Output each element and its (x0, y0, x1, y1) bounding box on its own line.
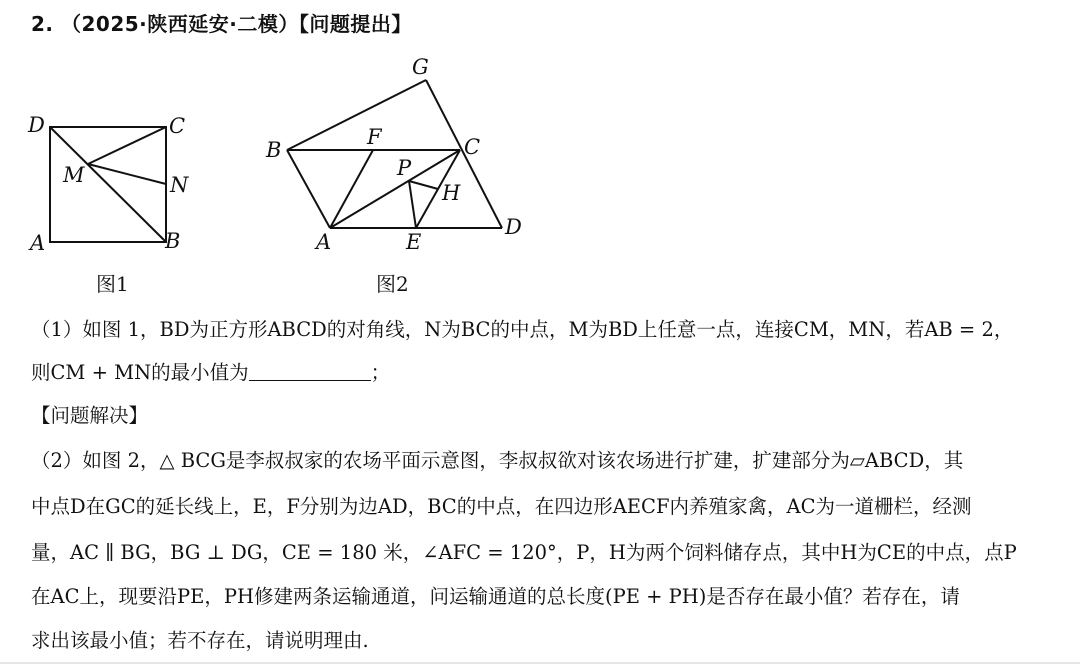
fig2-label-f: F (367, 125, 382, 149)
part2-line-1: （2）如图 2，△ BCG是李叔叔家的农场平面示意图，李叔叔欲对该农场进行扩建，扩建部分为▱ABCD，其 (31, 449, 964, 472)
segment-af (330, 150, 373, 228)
segment-pe (409, 181, 416, 228)
segment-bg (287, 80, 426, 150)
section-title-solution: 【问题解决】 (31, 404, 149, 427)
answer-blank[interactable] (249, 360, 371, 381)
fig1-label-a: A (30, 231, 46, 255)
fig2-label-c: C (464, 135, 481, 159)
problem-source: （2025·陕西延安·二模） (60, 12, 299, 36)
section-title-problem: 【问题提出】 (298, 12, 412, 36)
fig2-label-p: P (397, 156, 412, 180)
part2-line-4: 在AC上，现要沿PE，PH修建两条运输通道，问运输通道的总长度(PE + PH)是否存在最小值？若存在，请 (31, 585, 960, 608)
problem-number: 2. (31, 12, 54, 36)
segment-ph (409, 181, 438, 189)
part2-line-3: 量，AC ∥ BG，BG ⊥ DG，CE = 180 米，∠AFC = 120°，P，H为两个饲料储存点，其中H为CE的中点，点P (31, 541, 1017, 564)
part2-line-2: 中点D在GC的延长线上，E，F分别为边AD，BC的中点，在四边形AECF内养殖家禽，AC为一道栅栏，经测 (31, 495, 972, 518)
part1-line-2-prefix: 则CM + MN的最小值为 (31, 361, 249, 384)
segment-mn (88, 164, 166, 184)
fig1-label-m: M (63, 163, 85, 187)
fig2-label-b: B (266, 138, 282, 162)
figure-1-caption: 图1 (96, 272, 129, 296)
part1-line-2-suffix: ； (370, 361, 391, 384)
fig1-label-b: B (165, 229, 181, 253)
fig2-label-e: E (406, 230, 422, 254)
part1-line-2 (31, 359, 390, 387)
part2-line-5: 求出该最小值；若不存在，请说明理由. (31, 629, 369, 652)
segment-cm (88, 127, 166, 164)
fig1-label-d: D (28, 113, 45, 137)
fig1-label-n: N (170, 173, 189, 197)
part1-line-1: （1）如图 1，BD为正方形ABCD的对角线，N为BC的中点，M为BD上任意一点，连接CM，MN，若AB = 2， (31, 318, 1014, 341)
segment-ba (287, 150, 330, 228)
figure-2-caption: 图2 (376, 272, 409, 296)
fig2-label-g: G (412, 55, 429, 79)
segment-ac (330, 150, 460, 228)
fig2-label-a: A (316, 230, 332, 254)
fig2-label-h: H (442, 181, 461, 205)
bottom-divider (0, 662, 1080, 664)
fig1-label-c: C (169, 114, 186, 138)
fig2-label-d: D (505, 215, 522, 239)
